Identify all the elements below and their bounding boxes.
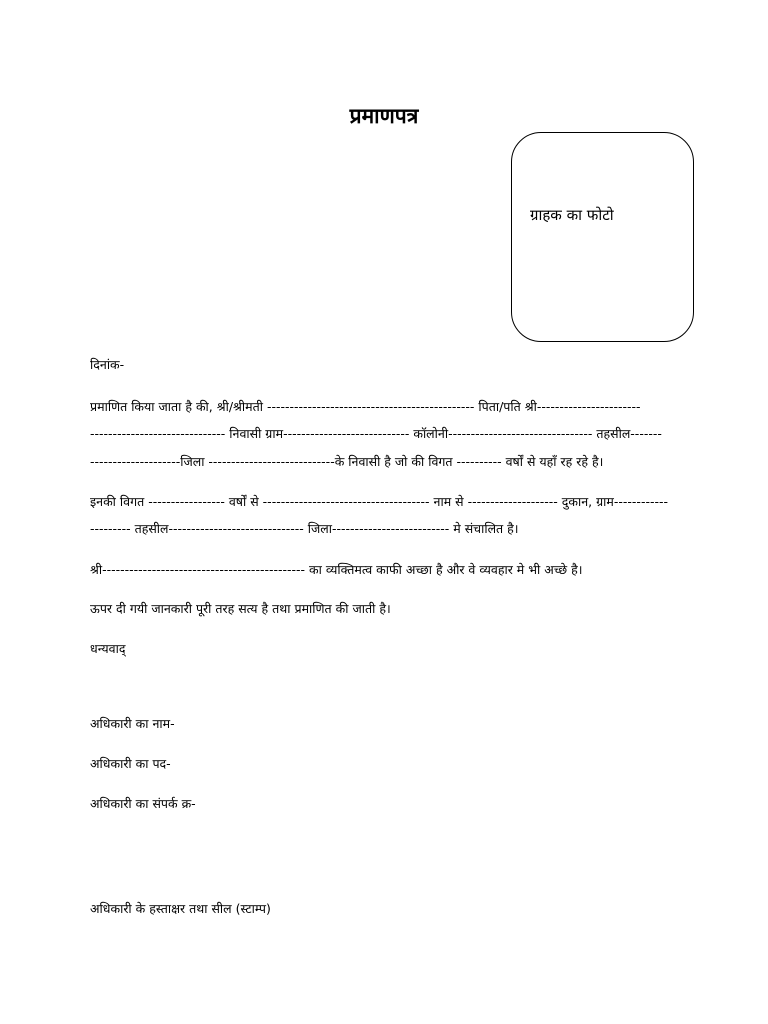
paragraph4: ऊपर दी गयी जानकारी पूरी तरह सत्य है तथा प्रमाणित की जाती है।	[90, 601, 391, 616]
paragraph3: श्री--------------------------------------------- का व्यक्तिमत्व काफी अच्छा है और वे व्यवहार मे भी अच्छे है।	[90, 562, 583, 577]
paragraph2-line2: --------- तहसील------------------------------ जिला-------------------------- मे संचालित है।	[90, 521, 519, 536]
paragraph2-line1: इनकी विगत ----------------- वर्षों से ------------------------------------- नाम से -------------------- दुकान, ग्राम------------	[90, 494, 669, 509]
signature-label: अधिकारी के हस्ताक्षर तथा सील (स्टाम्प)	[90, 901, 271, 916]
photo-label: ग्राहक का फोटो	[530, 206, 614, 224]
customer-photo-placeholder	[511, 132, 694, 342]
paragraph1-line3: --------------------जिला ----------------------------के निवासी है जो की विगत ---------- वर्षों से यहाँ रह रहे है।	[90, 454, 604, 469]
thanks-text: धन्यवाद्	[90, 641, 126, 656]
date-label: दिनांक-	[90, 357, 125, 372]
paragraph1-line2: ------------------------------ निवासी ग्राम---------------------------- कॉलोनी-------------------------------- तहसील-------	[90, 426, 662, 441]
paragraph1-line1: प्रमाणित किया जाता है की, श्री/श्रीमती ---------------------------------------------- पिता/पति श्री-----------------------	[90, 399, 641, 414]
document-title: प्रमाणपत्र	[349, 104, 419, 128]
officer-name-label: अधिकारी का नाम-	[90, 716, 175, 731]
officer-post-label: अधिकारी का पद-	[90, 756, 171, 771]
officer-contact-label: अधिकारी का संपर्क क्र-	[90, 796, 196, 811]
